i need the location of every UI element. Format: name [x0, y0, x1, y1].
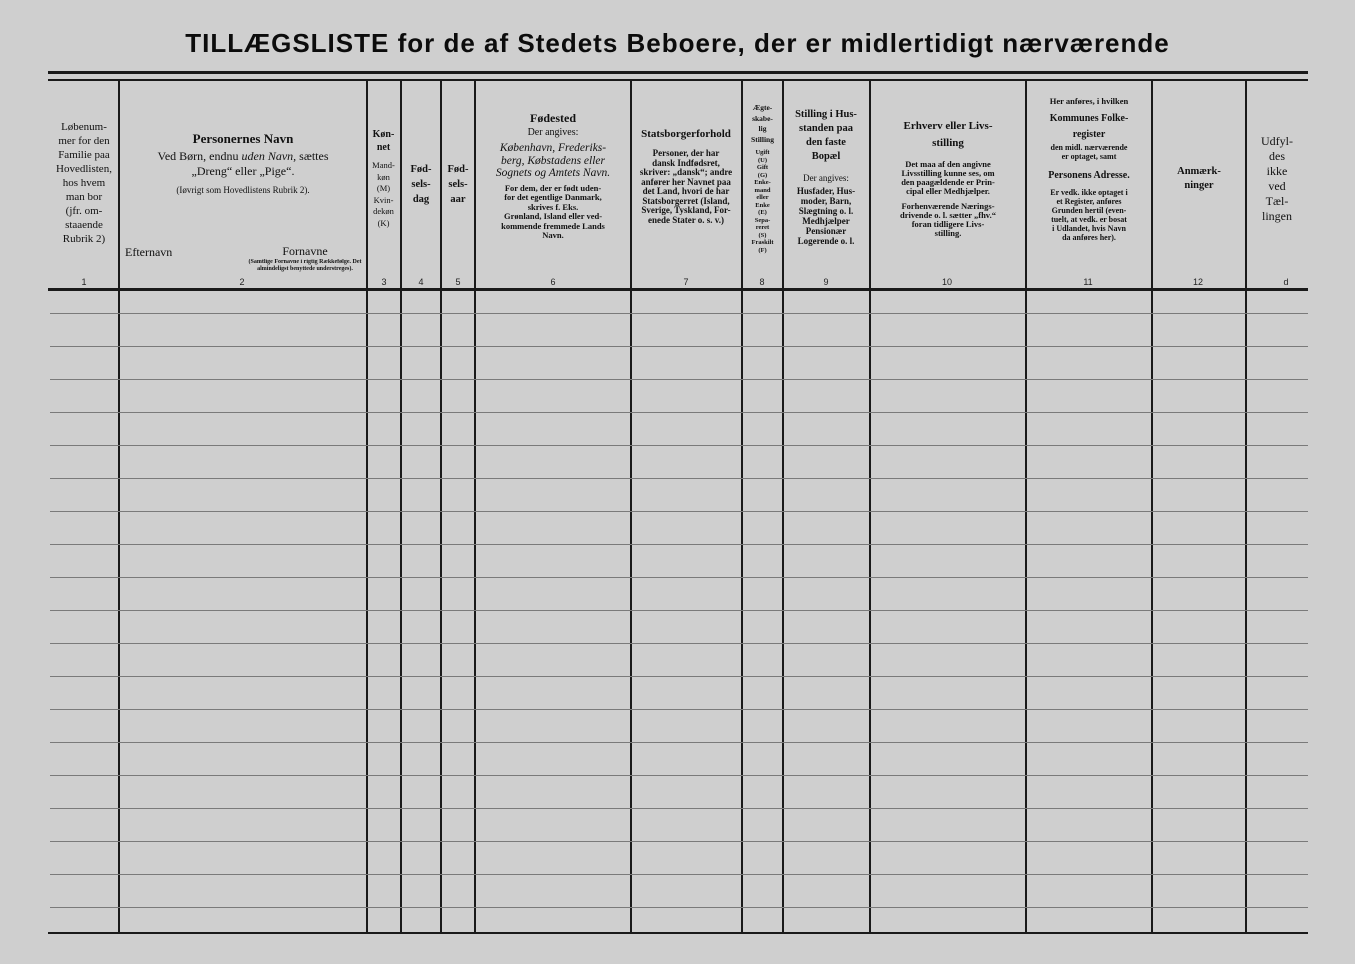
col6-text2: For dem, der er født uden- for det egentlige Danmark, skrives f. Eks. Grønland, Island eller ved- kommende fremmede Lands Navn.	[501, 182, 605, 240]
col7-number: 7	[683, 277, 689, 287]
col2-heading: Personernes Navn	[192, 132, 294, 146]
col9-heading: Stilling i Hus- standen paa den faste Bopæl	[795, 109, 857, 162]
col2-note-em: uden Navn,	[241, 149, 297, 163]
col3-heading: Køn- net	[372, 129, 395, 153]
col1-header: Løbenum- mer for den Familie paa Hovedlisten, hos hvem man bor (jfr. om- staaende Rubrik 2)	[56, 121, 112, 245]
col9-header	[784, 108, 868, 246]
col7-heading: Statsborgerforhold	[641, 128, 731, 140]
entry-row-line	[50, 577, 1308, 578]
col13-number: d	[1283, 277, 1289, 287]
entry-row-line	[50, 841, 1308, 842]
col12-header: Anmærk- ninger	[1177, 166, 1221, 191]
col11-number: 11	[1083, 277, 1093, 287]
col6-sub: Der angives:	[527, 127, 579, 138]
col2-note-b: sættes	[296, 149, 329, 163]
entry-row-line	[50, 478, 1308, 479]
col9-sub: Der angives:	[803, 173, 849, 183]
col2-note-line3: (Iøvrigt som Hovedlistens Rubrik 2).	[176, 185, 310, 195]
col2-surname-label: Efternavn	[125, 247, 173, 258]
col9-number: 9	[823, 277, 829, 287]
col8-heading: Ægte- skabe- lig Stilling	[751, 103, 774, 144]
entry-row-line	[50, 874, 1308, 875]
col11-text1: den midl. nærværende er optaget, samt	[1050, 143, 1128, 161]
entry-row-line	[50, 643, 1308, 644]
col11-header	[1028, 95, 1150, 242]
col5-number: 5	[455, 277, 461, 287]
col9-text: Husfader, Hus- moder, Barn, Slægtning o. l. Medhjælper Pensionær Logerende o. l.	[796, 186, 856, 246]
col3-text: Mand- køn (M) Kvin- dekøn (K)	[372, 160, 395, 228]
col11-heading2: Personens Adresse.	[1048, 170, 1130, 181]
col11-heading: Kommunes Folke- register	[1049, 113, 1129, 140]
entry-row-line	[50, 346, 1308, 347]
col7-header	[632, 128, 740, 225]
entry-row-line	[50, 379, 1308, 380]
col8-text: Ugift (U) Gift (G) Enke- mand eller Enke (E) Sepa- reret (S) Fraskilt (F)	[751, 149, 774, 254]
col13-header: Udfyl- des ikke ved Tæl- lingen	[1261, 134, 1293, 223]
col6-number: 6	[550, 277, 556, 287]
col11-text2: Er vedk. ikke optaget i et Register, anføres Grunden hertil (even- tuelt, at vedk. er bosat i Udlandet, hvis Navn da anføres her).	[1050, 188, 1128, 242]
col-divider-3	[400, 81, 402, 932]
header-bottom-rule	[48, 288, 1308, 291]
col10-header	[872, 118, 1024, 238]
entry-row-line	[50, 676, 1308, 677]
entry-row-line	[50, 313, 1308, 314]
col-divider-4	[440, 81, 442, 932]
col2-header	[122, 132, 364, 196]
col10-text1: Det maa af den angivne Livsstilling kunne ses, om den paagældende er Prin- cipal eller Medhjælper.	[901, 159, 995, 196]
col10-heading: Erhverv eller Livs- stilling	[903, 120, 993, 149]
col2-number: 2	[239, 277, 245, 287]
col2-note-line1	[122, 149, 364, 164]
col8-number: 8	[759, 277, 765, 287]
col-divider-5	[474, 81, 476, 932]
col6-text1: København, Frederiks- berg, Købstadens eller Sognets og Amtets Navn.	[495, 142, 611, 179]
footer-rule	[48, 932, 1308, 934]
col12-number: 12	[1192, 277, 1203, 287]
col3-header	[367, 128, 400, 229]
col3-number: 3	[381, 277, 387, 287]
col-divider-11	[1151, 81, 1153, 932]
col11-top: Her anføres, i hvilken	[1049, 96, 1129, 106]
header-top-rule	[48, 71, 1308, 74]
col10-number: 10	[941, 277, 952, 287]
form-title: TILLÆGSLISTE for de af Stedets Beboere, der er midlertidigt nærværende	[185, 28, 1170, 58]
col6-heading: Fødested	[530, 111, 576, 125]
col-divider-1	[118, 81, 120, 932]
entry-row-line	[50, 610, 1308, 611]
col6-header	[478, 110, 628, 241]
header-rule-2	[48, 79, 1308, 81]
col7-text: Personer, der har dansk Indfødsret, skriver: „dansk“; andre anfører her Navnet paa det Land, hvori de har Statsborgerret (Island, Sverige, Tyskland, For- enede Stater o. s. v.)	[639, 148, 733, 225]
col2-firstnames-label: Fornavne	[282, 246, 328, 257]
col4-number: 4	[418, 277, 424, 287]
entry-row-line	[50, 775, 1308, 776]
col5-header: Fød- sels- aar	[447, 164, 469, 205]
col4-header: Fød- sels- dag	[410, 164, 432, 205]
entry-row-line	[50, 445, 1308, 446]
entry-row-line	[50, 808, 1308, 809]
entry-row-line	[50, 709, 1308, 710]
col10-text2: Forhenværende Nærings- drivende o. l. sætter „fhv.“ foran tidligere Livs- stilling.	[900, 201, 996, 238]
col8-header	[743, 103, 782, 254]
entry-row-line	[50, 412, 1308, 413]
entry-row-line	[50, 511, 1308, 512]
col2-note-line2: „Dreng“ eller „Pige“.	[191, 164, 295, 178]
col1-number: 1	[81, 277, 87, 287]
col-divider-9	[869, 81, 871, 932]
entry-row-line	[50, 907, 1308, 908]
entry-row-line	[50, 742, 1308, 743]
col-divider-10	[1025, 81, 1027, 932]
col2-firstnames-note: (Samtlige Fornavne i rigtig Rækkefølge. Det almindeligst benyttede understreges).	[248, 259, 362, 272]
col2-note-a: Ved Børn, endnu	[157, 149, 242, 163]
entry-row-line	[50, 544, 1308, 545]
